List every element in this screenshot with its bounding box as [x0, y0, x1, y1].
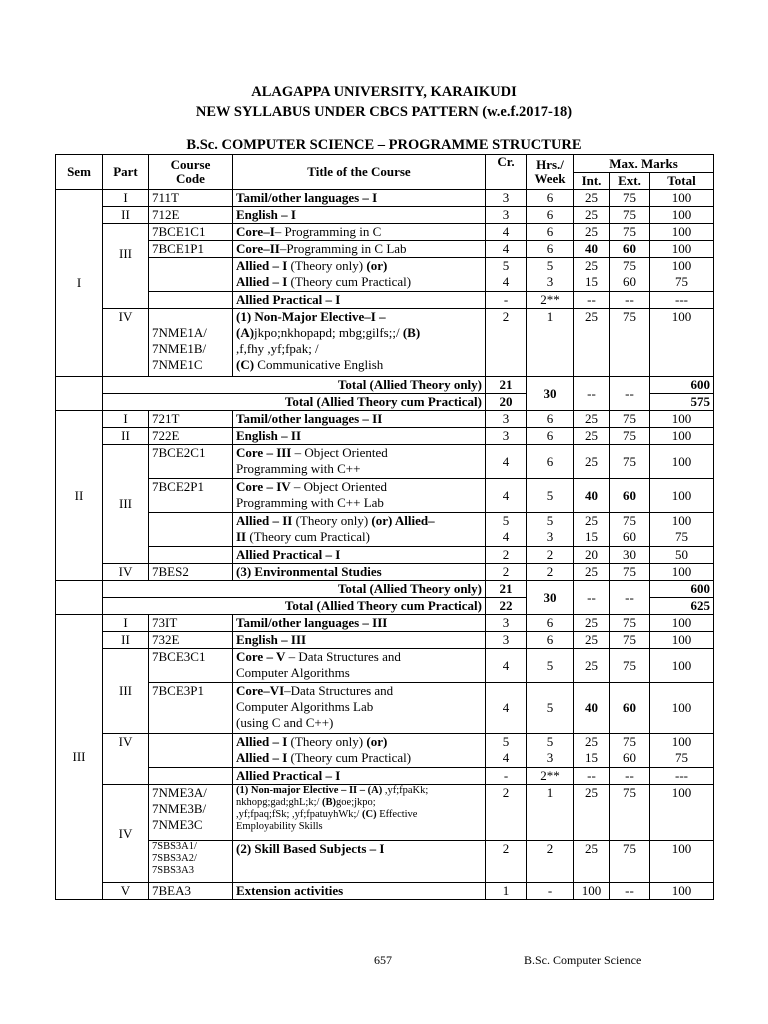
ext-cell: 60 [610, 241, 650, 258]
hours-cell: 6 [527, 632, 574, 649]
credits-cell: 3 [486, 615, 527, 632]
code-cell: 7NME3A/ 7NME3B/ 7NME3C [149, 785, 233, 841]
title-cell: Core–I– Programming in C [233, 224, 486, 241]
title-cell: Allied Practical – I [233, 292, 486, 309]
ext-cell: 75 60 [610, 513, 650, 547]
table-row [56, 411, 714, 428]
ext-cell: 60 [610, 479, 650, 513]
total-cell: 100 [650, 615, 714, 632]
code-cell: 7BCE2C1 [149, 445, 233, 479]
credits-cell: - [486, 768, 527, 785]
total-row [56, 581, 714, 598]
int-cell: 25 [574, 615, 610, 632]
credits-cell: 4 [486, 649, 527, 683]
total-cell: 625 [650, 598, 714, 615]
credits-cell: 5 4 [486, 258, 527, 292]
hours-cell: 2** [527, 768, 574, 785]
code-cell: 721T [149, 411, 233, 428]
credits-cell: 2 [486, 785, 527, 841]
total-label: Total (Allied Theory only) [103, 377, 486, 394]
credits-cell: 21 [486, 581, 527, 598]
int-cell: -- [574, 292, 610, 309]
title-cell: Core – V – Data Structures and Computer Algorithms [233, 649, 486, 683]
total-cell: 100 [650, 309, 714, 377]
hours-cell: 5 3 [527, 258, 574, 292]
hours-cell: 2** [527, 292, 574, 309]
table-row [56, 207, 714, 224]
int-cell: 25 15 [574, 258, 610, 292]
title-cell: Core – IV – Object Oriented Programming with C++ Lab [233, 479, 486, 513]
code-cell [149, 768, 233, 785]
total-label: Total (Allied Theory cum Practical) [103, 394, 486, 411]
ext-cell: -- [610, 768, 650, 785]
int-cell: -- [574, 377, 610, 411]
title-cell: Allied – II (Theory only) (or) Allied– II (Theory cum Practical) [233, 513, 486, 547]
int-cell: 20 [574, 547, 610, 564]
code-cell: 7BCE1P1 [149, 241, 233, 258]
total-cell: 100 [650, 411, 714, 428]
part-cell: V [103, 883, 149, 900]
title-cell: (1) Non-major Elective – II – (A) ,yf;fpaKk; nkhopg;gad;ghL;k;/ (B)goe;jkpo; ,yf;fpaq;fSk; ,yf;fpatuyhWk;/ (C) Effective Employability Skills [233, 785, 486, 841]
credits-cell: 4 [486, 683, 527, 734]
credits-cell: 2 [486, 841, 527, 883]
total-cell: 100 [650, 445, 714, 479]
int-cell: 25 [574, 309, 610, 377]
int-cell: 25 [574, 224, 610, 241]
int-cell: 25 [574, 841, 610, 883]
total-cell: 100 [650, 207, 714, 224]
part-cell: IV [103, 734, 149, 785]
total-cell: 100 [650, 785, 714, 841]
total-cell: 50 [650, 547, 714, 564]
col-total: Total [650, 173, 714, 190]
ext-cell: 75 [610, 632, 650, 649]
total-row [56, 377, 714, 394]
title-cell: Allied Practical – I [233, 768, 486, 785]
title-cell: English – II [233, 428, 486, 445]
code-cell: 7NME1A/ 7NME1B/ 7NME1C [149, 309, 233, 377]
hours-cell: 30 [527, 581, 574, 615]
total-cell: 600 [650, 581, 714, 598]
ext-cell: 75 [610, 190, 650, 207]
programme-structure-table [55, 154, 714, 900]
int-cell: 25 [574, 564, 610, 581]
credits-cell: 3 [486, 632, 527, 649]
code-cell [149, 734, 233, 768]
code-cell: 7SBS3A1/ 7SBS3A2/ 7SBS3A3 [149, 841, 233, 883]
part-cell: I [103, 411, 149, 428]
hours-cell: 30 [527, 377, 574, 411]
table-row [56, 547, 714, 564]
title-cell: Core–VI–Data Structures and Computer Algorithms Lab (using C and C++) [233, 683, 486, 734]
table-row [56, 445, 714, 479]
part-cell: II [103, 632, 149, 649]
table-row [56, 309, 714, 377]
total-cell: 100 75 [650, 734, 714, 768]
sem-cell: II [56, 411, 103, 581]
credits-cell: 4 [486, 479, 527, 513]
title-cell: Tamil/other languages – I [233, 190, 486, 207]
part-cell: III [103, 224, 149, 309]
code-cell: 73IT [149, 615, 233, 632]
hours-cell: 5 3 [527, 734, 574, 768]
code-cell [149, 258, 233, 292]
int-cell: 40 [574, 683, 610, 734]
ext-cell: 30 [610, 547, 650, 564]
int-cell: 25 [574, 632, 610, 649]
code-cell: 722E [149, 428, 233, 445]
ext-cell: 75 [610, 207, 650, 224]
total-cell: 100 [650, 564, 714, 581]
table-row [56, 883, 714, 900]
hours-cell: 5 [527, 479, 574, 513]
sem-cell: I [56, 190, 103, 377]
hours-cell: - [527, 883, 574, 900]
table-row [56, 564, 714, 581]
ext-cell: 75 [610, 649, 650, 683]
total-cell: 100 75 [650, 513, 714, 547]
ext-cell: 60 [610, 683, 650, 734]
table-header-row [56, 155, 714, 173]
code-cell: 7BES2 [149, 564, 233, 581]
part-cell: IV [103, 309, 149, 377]
table-row [56, 649, 714, 683]
table-row [56, 513, 714, 547]
table-row [56, 615, 714, 632]
hours-cell: 2 [527, 564, 574, 581]
total-cell: 600 [650, 377, 714, 394]
hours-cell: 6 [527, 190, 574, 207]
int-cell: 40 [574, 479, 610, 513]
total-cell: 100 [650, 632, 714, 649]
hours-cell: 6 [527, 241, 574, 258]
hours-cell: 6 [527, 615, 574, 632]
int-cell: 40 [574, 241, 610, 258]
ext-cell: 75 60 [610, 258, 650, 292]
table-row [56, 258, 714, 292]
table-row [56, 292, 714, 309]
col-part: Part [103, 155, 149, 190]
sem-blank [56, 377, 103, 411]
hours-cell: 5 3 [527, 513, 574, 547]
title-cell: (1) Non-Major Elective–I – (A)jkpo;nkhopapd; mbg;gilfs;;/ (B) ,f,fhy ,yf;fpak; / (C) Communicative English [233, 309, 486, 377]
hours-cell: 2 [527, 547, 574, 564]
code-cell: 711T [149, 190, 233, 207]
credits-cell: 4 [486, 445, 527, 479]
part-cell: III [103, 649, 149, 734]
ext-cell: 75 60 [610, 734, 650, 768]
code-cell [149, 292, 233, 309]
int-cell: 25 [574, 428, 610, 445]
hours-cell: 5 [527, 649, 574, 683]
title-cell: Tamil/other languages – II [233, 411, 486, 428]
hours-cell: 6 [527, 445, 574, 479]
code-cell [149, 513, 233, 547]
col-code: Course Code [149, 155, 233, 190]
part-cell: I [103, 615, 149, 632]
total-cell: 575 [650, 394, 714, 411]
ext-cell: 75 [610, 309, 650, 377]
credits-cell: 3 [486, 190, 527, 207]
table-row [56, 241, 714, 258]
ext-cell: -- [610, 377, 650, 411]
table-row [56, 683, 714, 734]
hours-cell: 5 [527, 683, 574, 734]
hours-cell: 6 [527, 224, 574, 241]
credits-cell: 3 [486, 428, 527, 445]
part-cell: I [103, 190, 149, 207]
col-int: Int. [574, 173, 610, 190]
col-hours: Hrs./ Week [527, 155, 574, 190]
credits-cell: - [486, 292, 527, 309]
total-cell: 100 75 [650, 258, 714, 292]
int-cell: 25 [574, 445, 610, 479]
code-cell: 7BCE2P1 [149, 479, 233, 513]
credits-cell: 4 [486, 241, 527, 258]
int-cell: 25 [574, 207, 610, 224]
total-cell: 100 [650, 224, 714, 241]
credits-cell: 2 [486, 309, 527, 377]
int-cell: 25 [574, 411, 610, 428]
credits-cell: 3 [486, 207, 527, 224]
ext-cell: -- [610, 883, 650, 900]
total-label: Total (Allied Theory cum Practical) [103, 598, 486, 615]
sem-blank [56, 581, 103, 615]
hours-cell: 6 [527, 207, 574, 224]
title-cell: English – I [233, 207, 486, 224]
ext-cell: 75 [610, 615, 650, 632]
ext-cell: 75 [610, 428, 650, 445]
ext-cell: 75 [610, 564, 650, 581]
int-cell: 25 [574, 785, 610, 841]
code-cell: 7BCE3C1 [149, 649, 233, 683]
code-cell: 712E [149, 207, 233, 224]
title-cell: English – III [233, 632, 486, 649]
total-cell: 100 [650, 841, 714, 883]
syllabus-subtitle: NEW SYLLABUS UNDER CBCS PATTERN (w.e.f.2017-18) [195, 104, 573, 120]
credits-cell: 5 4 [486, 734, 527, 768]
ext-cell: 75 [610, 411, 650, 428]
total-cell: 100 [650, 883, 714, 900]
university-title: ALAGAPPA UNIVERSITY, KARAIKUDI [251, 84, 517, 100]
part-cell: II [103, 207, 149, 224]
ext-cell: 75 [610, 445, 650, 479]
int-cell: 25 15 [574, 734, 610, 768]
ext-cell: 75 [610, 785, 650, 841]
total-cell: 100 [650, 190, 714, 207]
code-cell: 7BCE3P1 [149, 683, 233, 734]
hours-cell: 6 [527, 428, 574, 445]
int-cell: -- [574, 581, 610, 615]
title-cell: Core–II–Programming in C Lab [233, 241, 486, 258]
int-cell: 25 [574, 649, 610, 683]
table-row [56, 734, 714, 768]
table-row [56, 768, 714, 785]
title-cell: Tamil/other languages – III [233, 615, 486, 632]
sem-cell: III [56, 615, 103, 900]
credits-cell: 22 [486, 598, 527, 615]
table-row [56, 841, 714, 883]
col-title: Title of the Course [233, 155, 486, 190]
part-cell: IV [103, 785, 149, 883]
part-cell: IV [103, 564, 149, 581]
credits-cell: 21 [486, 377, 527, 394]
part-cell: III [103, 445, 149, 564]
ext-cell: -- [610, 292, 650, 309]
title-cell: (3) Environmental Studies [233, 564, 486, 581]
total-cell: 100 [650, 479, 714, 513]
table-row [56, 224, 714, 241]
credits-cell: 2 [486, 547, 527, 564]
total-cell: 100 [650, 683, 714, 734]
credits-cell: 3 [486, 411, 527, 428]
ext-cell: -- [610, 581, 650, 615]
col-max-marks: Max. Marks [574, 155, 714, 173]
int-cell: 25 [574, 190, 610, 207]
total-cell: --- [650, 292, 714, 309]
credits-cell: 2 [486, 564, 527, 581]
title-cell: (2) Skill Based Subjects – I [233, 841, 486, 883]
title-cell: Core – III – Object Oriented Programming with C++ [233, 445, 486, 479]
credits-cell: 5 4 [486, 513, 527, 547]
hours-cell: 1 [527, 785, 574, 841]
total-cell: 100 [650, 241, 714, 258]
hours-cell: 1 [527, 309, 574, 377]
int-cell: 100 [574, 883, 610, 900]
col-credits: Cr. [486, 155, 527, 190]
ext-cell: 75 [610, 224, 650, 241]
hours-cell: 6 [527, 411, 574, 428]
col-ext: Ext. [610, 173, 650, 190]
total-cell: 100 [650, 649, 714, 683]
credits-cell: 20 [486, 394, 527, 411]
part-cell: II [103, 428, 149, 445]
table-row [56, 479, 714, 513]
int-cell: 25 15 [574, 513, 610, 547]
title-cell: Allied – I (Theory only) (or) Allied – I (Theory cum Practical) [233, 258, 486, 292]
title-cell: Extension activities [233, 883, 486, 900]
table-row [56, 785, 714, 841]
hours-cell: 2 [527, 841, 574, 883]
title-cell: Allied – I (Theory only) (or) Allied – I (Theory cum Practical) [233, 734, 486, 768]
code-cell [149, 547, 233, 564]
ext-cell: 75 [610, 841, 650, 883]
int-cell: -- [574, 768, 610, 785]
total-cell: 100 [650, 428, 714, 445]
page-number: 657 [374, 953, 392, 967]
title-cell: Allied Practical – I [233, 547, 486, 564]
code-cell: 732E [149, 632, 233, 649]
programme-title: B.Sc. COMPUTER SCIENCE – PROGRAMME STRUCTURE [186, 137, 582, 153]
table-row [56, 632, 714, 649]
code-cell: 7BCE1C1 [149, 224, 233, 241]
footer-program: B.Sc. Computer Science [524, 953, 642, 967]
col-sem: Sem [56, 155, 103, 190]
table-row [56, 190, 714, 207]
code-cell: 7BEA3 [149, 883, 233, 900]
total-cell: --- [650, 768, 714, 785]
table-row [56, 428, 714, 445]
total-label: Total (Allied Theory only) [103, 581, 486, 598]
credits-cell: 4 [486, 224, 527, 241]
credits-cell: 1 [486, 883, 527, 900]
